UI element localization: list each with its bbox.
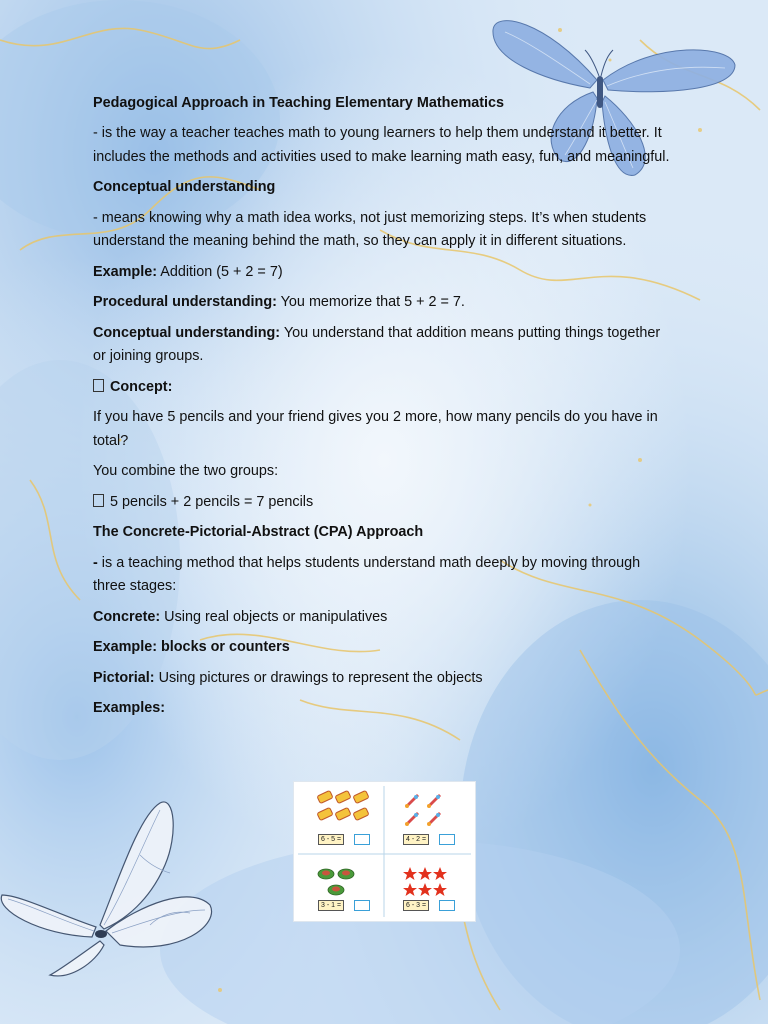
worksheet-cell-stars <box>385 852 475 921</box>
conceptual-label: Conceptual understanding: <box>93 324 281 341</box>
worksheet-expression: 3 - 1 = <box>318 900 344 911</box>
document-title: Pedagogical Approach in Teaching Elementary Mathematics <box>93 95 505 111</box>
subtraction-worksheet-image <box>293 781 476 922</box>
worksheet-cell-rockets <box>385 782 475 851</box>
concrete-label: Concrete: <box>93 608 161 625</box>
combine-result-line <box>93 491 673 515</box>
pencil-icon <box>316 790 374 826</box>
answer-box[interactable] <box>354 834 370 845</box>
concrete-example: Example: blocks or counters <box>93 639 290 655</box>
answer-box[interactable] <box>354 900 370 911</box>
combine-result: 5 pencils + 2 pencils = 7 pencils <box>110 493 314 510</box>
procedural-text: You memorize that 5 + 2 = 7. <box>280 294 465 310</box>
example-text: Addition (5 + 2 = 7) <box>160 263 283 280</box>
conceptual-understanding-line <box>93 322 673 369</box>
example-line <box>93 261 673 285</box>
examples-label: Examples: <box>93 700 165 716</box>
missing-glyph-icon <box>93 379 104 392</box>
worksheet-expression: 4 - 2 = <box>403 834 429 845</box>
butterfly-bottom-left-icon <box>0 795 220 980</box>
document-body <box>93 92 673 721</box>
concept-line <box>93 376 673 400</box>
cpa-dash: - <box>93 554 98 571</box>
procedural-label: Procedural understanding: <box>93 294 277 310</box>
cpa-heading: The Concrete-Pictorial-Abstract (CPA) Approach <box>93 524 424 540</box>
concept-label: Concept: <box>110 378 173 395</box>
intro-paragraph: - is the way a teacher teaches math to young learners to help them understand it better. It includes the methods and activities used to make learning math easy, fun, and meaningful. <box>93 125 670 165</box>
conceptual-heading: Conceptual understanding <box>93 179 276 195</box>
pictorial-line <box>93 667 673 691</box>
turtle-icon <box>316 866 372 900</box>
worksheet-expression: 6 - 3 = <box>403 900 429 911</box>
worksheet-cell-pencils <box>294 782 384 851</box>
cpa-paragraph <box>93 552 673 599</box>
rocket-icon <box>403 790 453 826</box>
worksheet-cell-turtles <box>294 852 384 921</box>
combine-text: You combine the two groups: <box>93 463 279 479</box>
example-label: Example: <box>93 263 157 280</box>
concrete-line <box>93 606 673 630</box>
conceptual-paragraph: - means knowing why a math idea works, not just memorizing steps. It’s when students understand the meaning behind the math, so they can apply it in different situations. <box>93 209 647 249</box>
answer-box[interactable] <box>439 900 455 911</box>
concrete-text: Using real objects or manipulatives <box>164 608 388 625</box>
star-icon <box>403 866 453 900</box>
procedural-line <box>93 291 673 315</box>
pictorial-label: Pictorial: <box>93 669 155 686</box>
concept-question: If you have 5 pencils and your friend gives you 2 more, how many pencils do you have in total? <box>93 409 658 449</box>
worksheet-expression: 6 - 5 = <box>318 834 344 845</box>
answer-box[interactable] <box>439 834 455 845</box>
conceptual-label-text: You understand that addition means putting things together or joining groups. <box>93 324 661 364</box>
cpa-text: is a teaching method that helps students understand math deeply by moving through three stages: <box>93 554 641 594</box>
missing-glyph-icon <box>93 494 104 507</box>
pictorial-text: Using pictures or drawings to represent the objects <box>158 669 483 686</box>
